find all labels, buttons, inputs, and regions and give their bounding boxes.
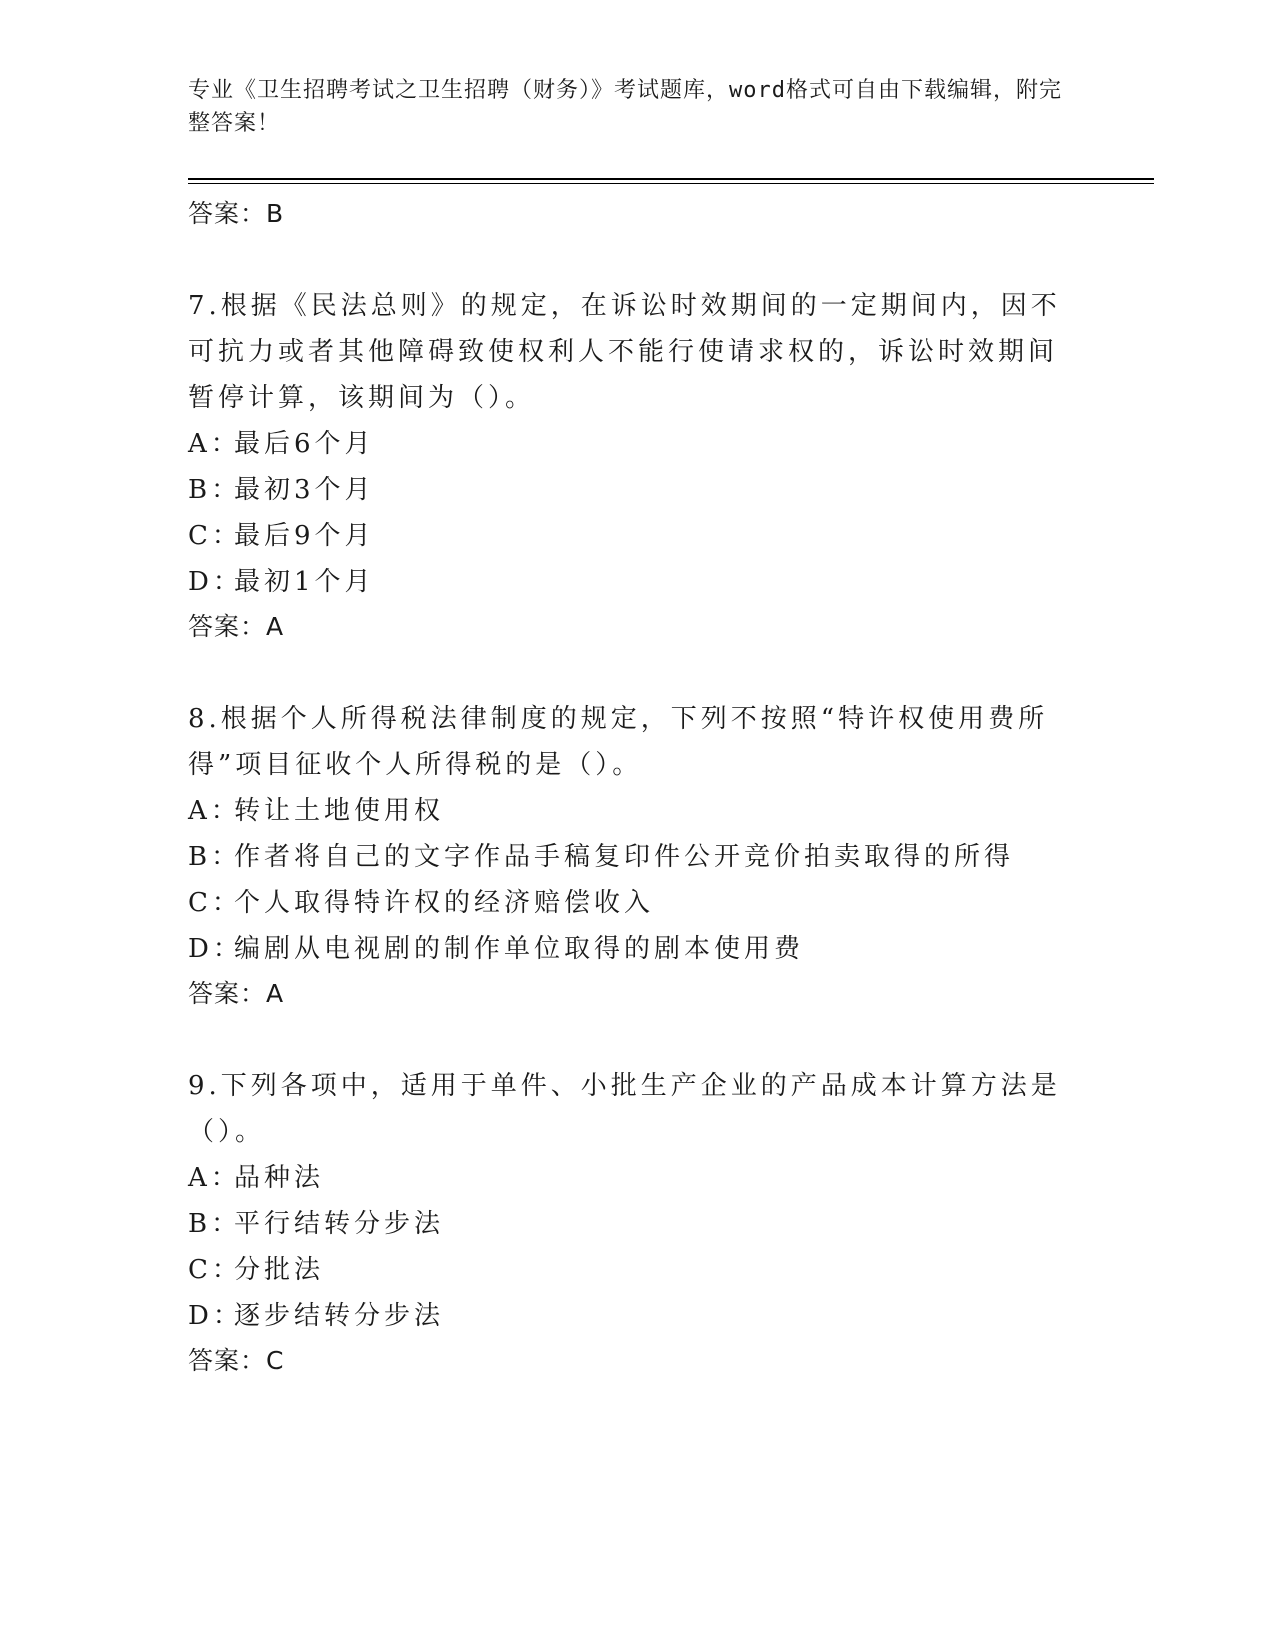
option-text: 品种法 (234, 1163, 325, 1193)
option-text: 平行结转分步法 (234, 1209, 445, 1239)
option-text: 分批法 (234, 1255, 325, 1285)
option-text: 最后9个月 (234, 521, 375, 551)
option-a (188, 788, 1068, 834)
header-divider-thick (188, 178, 1154, 180)
option-text: 编剧从电视剧的制作单位取得的剧本使用费 (234, 934, 805, 964)
option-key: C： (188, 1255, 242, 1285)
question-8 (188, 696, 1068, 1016)
question-list (188, 188, 1068, 1383)
option-c (188, 1247, 1068, 1293)
option-key: A： (188, 1163, 241, 1193)
option-key: B： (188, 1209, 242, 1239)
question-7 (188, 283, 1068, 649)
option-key: C： (188, 521, 242, 551)
question-answer: 答案：A (188, 612, 285, 641)
option-text: 个人取得特许权的经济赔偿收入 (234, 888, 655, 918)
question-9 (188, 1063, 1068, 1383)
option-key: D： (188, 1301, 243, 1331)
question-answer: 答案：A (188, 979, 285, 1008)
option-key: C： (188, 888, 242, 918)
option-key: A： (188, 429, 241, 459)
option-d (188, 1293, 1068, 1339)
option-a (188, 421, 1068, 467)
header-divider-thin (188, 183, 1154, 184)
option-text: 最初3个月 (234, 475, 375, 505)
option-key: B： (188, 842, 242, 872)
question-answer: 答案：C (188, 1346, 285, 1375)
option-key: D： (188, 934, 243, 964)
question-stem: 9.下列各项中，适用于单件、小批生产企业的产品成本计算方法是（）。 (188, 1071, 1061, 1147)
question-stem: 8.根据个人所得税法律制度的规定，下列不按照“特许权使用费所得”项目征收个人所得税的是（）。 (188, 704, 1049, 780)
option-key: A： (188, 796, 241, 826)
option-d (188, 926, 1068, 972)
question-stem: 7.根据《民法总则》的规定，在诉讼时效期间的一定期间内，因不可抗力或者其他障碍致使权利人不能行使请求权的，诉讼时效期间暂停计算，该期间为（）。 (188, 291, 1061, 413)
option-key: D： (188, 567, 243, 597)
option-b (188, 834, 1068, 880)
option-d (188, 559, 1068, 605)
option-b (188, 467, 1068, 513)
page-header: 专业《卫生招聘考试之卫生招聘（财务）》考试题库，word格式可自由下载编辑，附完整答案！ (188, 78, 1062, 136)
option-c (188, 880, 1068, 926)
option-text: 逐步结转分步法 (234, 1301, 445, 1331)
option-c (188, 513, 1068, 559)
option-a (188, 1155, 1068, 1201)
option-text: 最初1个月 (234, 567, 375, 597)
option-b (188, 1201, 1068, 1247)
option-text: 作者将自己的文字作品手稿复印件公开竞价拍卖取得的所得 (234, 842, 1015, 872)
previous-answer: 答案：B (188, 199, 285, 228)
option-text: 最后6个月 (234, 429, 375, 459)
option-key: B： (188, 475, 242, 505)
option-text: 转让土地使用权 (234, 796, 445, 826)
